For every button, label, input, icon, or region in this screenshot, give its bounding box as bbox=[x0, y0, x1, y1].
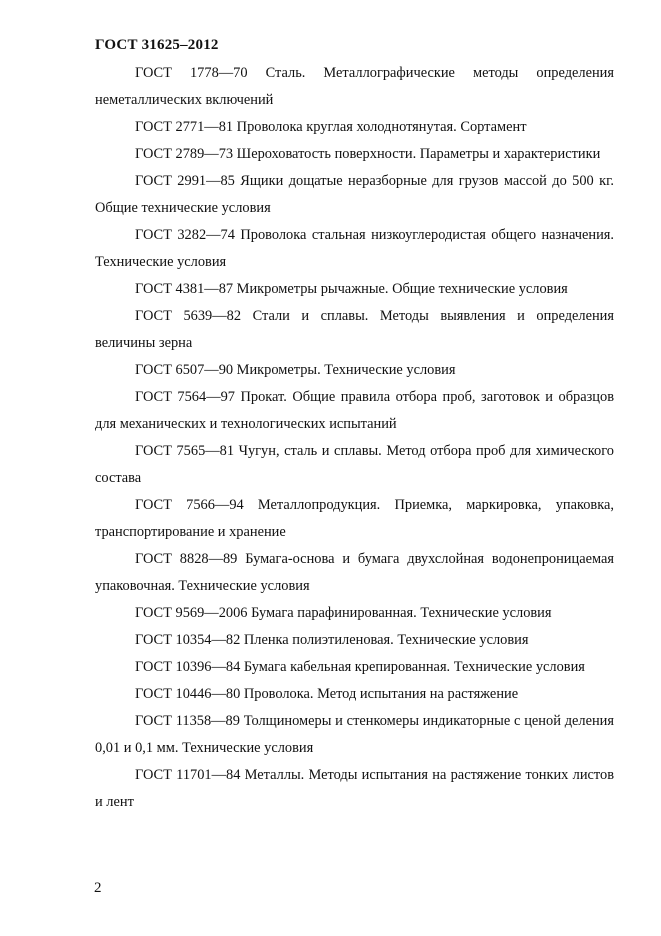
reference-entry: ГОСТ 9569—2006 Бумага парафинированная. Технические условия bbox=[135, 605, 552, 621]
reference-entry: ГОСТ 3282—74 Проволока стальная низкоуглеродистая общего назначения. Технические условия bbox=[95, 227, 614, 270]
reference-entry: ГОСТ 11358—89 Толщиномеры и стенкомеры индикаторные с ценой деления 0,01 и 0,1 мм. Технические условия bbox=[95, 713, 614, 756]
reference-entry: ГОСТ 5639—82 Стали и сплавы. Методы выявления и определения величины зерна bbox=[95, 308, 614, 351]
page-number: 2 bbox=[94, 880, 102, 896]
reference-entry: ГОСТ 4381—87 Микрометры рычажные. Общие технические условия bbox=[135, 281, 568, 297]
reference-entry: ГОСТ 2991—85 Ящики дощатые неразборные для грузов массой до 500 кг. Общие технические условия bbox=[95, 173, 614, 216]
reference-entry: ГОСТ 2771—81 Проволока круглая холоднотянутая. Сортамент bbox=[135, 119, 527, 135]
reference-entry: ГОСТ 10396—84 Бумага кабельная крепированная. Технические условия bbox=[135, 659, 585, 675]
references-list bbox=[95, 60, 614, 816]
reference-entry: ГОСТ 7566—94 Металлопродукция. Приемка, маркировка, упаковка, транспортирование и хранение bbox=[95, 497, 614, 540]
reference-entry: ГОСТ 10446—80 Проволока. Метод испытания на растяжение bbox=[135, 686, 519, 702]
reference-entry: ГОСТ 7565—81 Чугун, сталь и сплавы. Метод отбора проб для химического состава bbox=[95, 443, 614, 486]
reference-entry: ГОСТ 1778—70 Сталь. Металлографические методы определения неметаллических включений bbox=[95, 65, 614, 108]
reference-entry: ГОСТ 7564—97 Прокат. Общие правила отбора проб, заготовок и образцов для механических и технологических испытаний bbox=[95, 389, 614, 432]
reference-entry: ГОСТ 11701—84 Металлы. Методы испытания на растяжение тонких листов и лент bbox=[95, 767, 614, 810]
reference-entry: ГОСТ 8828—89 Бумага-основа и бумага двухслойная водонепроницаемая упаковочная. Технические условия bbox=[95, 551, 614, 594]
document-header-title: ГОСТ 31625–2012 bbox=[95, 37, 219, 53]
reference-entry: ГОСТ 10354—82 Пленка полиэтиленовая. Технические условия bbox=[135, 632, 529, 648]
reference-entry: ГОСТ 6507—90 Микрометры. Технические условия bbox=[135, 362, 456, 378]
reference-entry: ГОСТ 2789—73 Шероховатость поверхности. Параметры и характеристики bbox=[135, 146, 601, 162]
